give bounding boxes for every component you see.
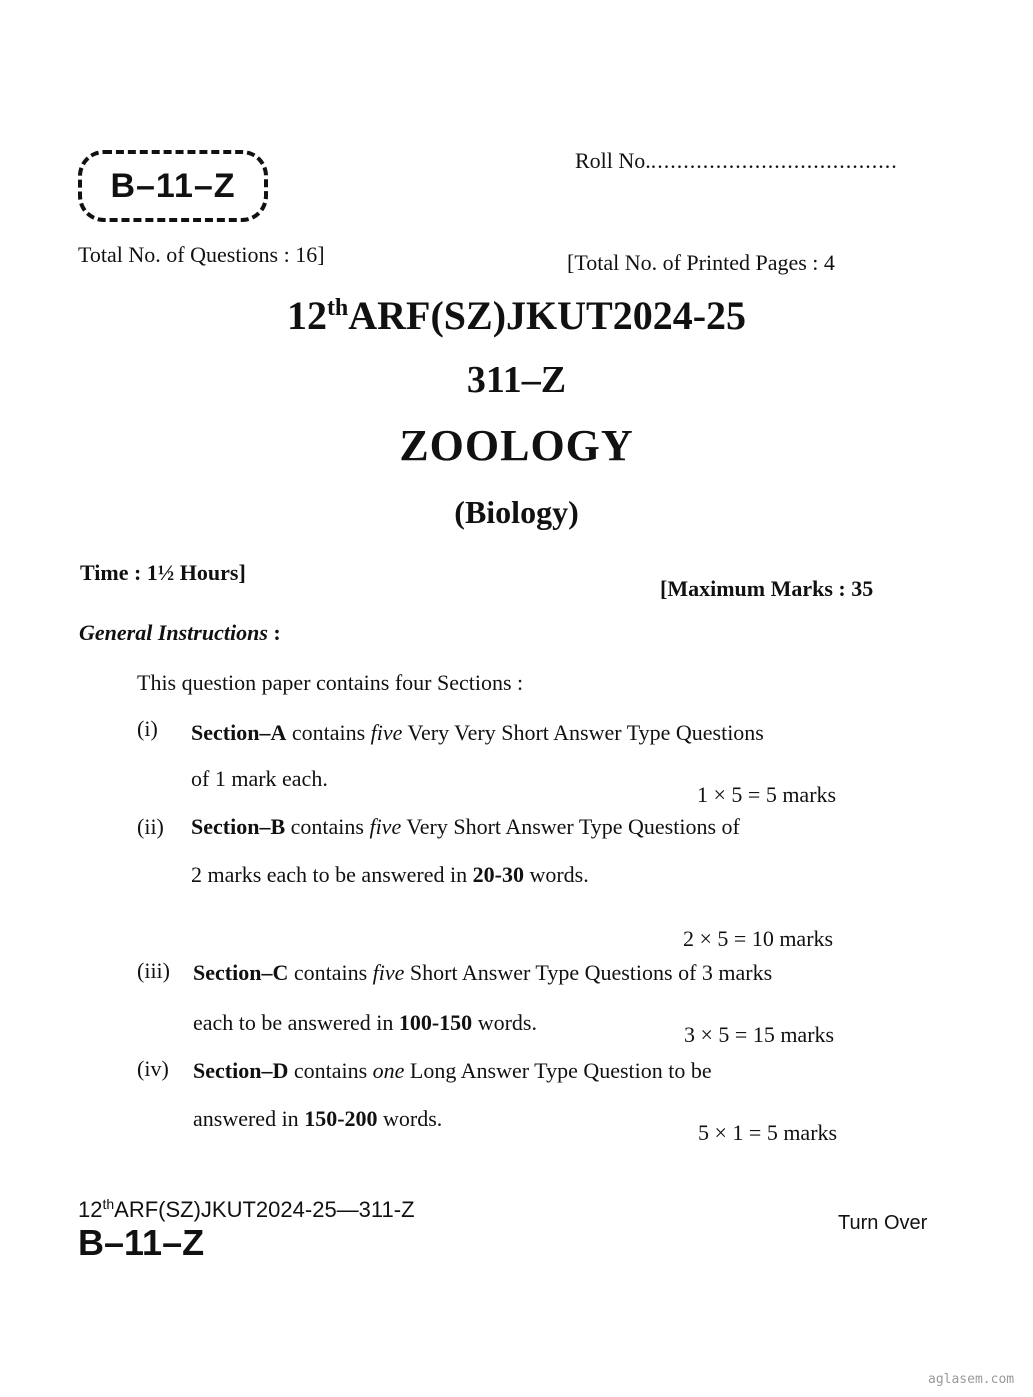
item-number: (iii) xyxy=(137,958,170,983)
question-count: one xyxy=(372,1058,405,1083)
footer-exam-code xyxy=(78,1196,415,1223)
footer-code-rest: ARF(SZ)JKUT2024-25—311-Z xyxy=(114,1197,415,1222)
footer-paper-code: B–11–Z xyxy=(78,1222,205,1263)
general-instructions-heading xyxy=(79,620,281,646)
section-label: Section–D xyxy=(193,1058,289,1083)
exam-code-sup: th xyxy=(326,295,349,321)
section-label: Section–C xyxy=(193,960,289,985)
section-label: Section–B xyxy=(191,814,286,839)
question-count: five xyxy=(370,720,403,745)
item-text-part: contains xyxy=(288,1058,373,1083)
item-text-part: words. xyxy=(377,1106,443,1131)
item-text-part: Long Answer Type Question to be xyxy=(404,1058,712,1083)
subject-subtitle: (Biology) xyxy=(454,494,579,530)
paper-code-box xyxy=(78,150,268,222)
item-text-part: contains xyxy=(286,720,371,745)
section-label: Section–A xyxy=(191,720,287,745)
item-text-part: Very Very Short Answer Type Questions xyxy=(402,720,764,745)
paper-code: 311–Z xyxy=(466,359,567,401)
exam-code-rest: ARF(SZ)JKUT2024-25 xyxy=(348,293,747,338)
item-marks: 2 × 5 = 10 marks xyxy=(683,926,834,951)
footer-code-sup: th xyxy=(102,1196,115,1212)
exam-code xyxy=(0,292,1033,339)
word-limit: 20-30 xyxy=(472,862,524,887)
item-number: (iv) xyxy=(137,1056,169,1081)
item-text-part: words. xyxy=(523,862,589,887)
time-allowed: Time : 1½ Hours] xyxy=(80,560,246,585)
watermark: aglasem.com xyxy=(928,1372,1015,1387)
item-line xyxy=(193,1058,712,1084)
item-number: (i) xyxy=(137,716,158,741)
maximum-marks: [Maximum Marks : 35 xyxy=(660,576,874,601)
item-text-part: contains xyxy=(288,960,373,985)
subject-title: ZOOLOGY xyxy=(399,421,634,470)
item-marks: 3 × 5 = 15 marks xyxy=(684,1022,835,1047)
item-line xyxy=(191,814,740,840)
item-text-part: Very Short Answer Type Questions of xyxy=(401,814,740,839)
item-text-part: contains xyxy=(285,814,370,839)
item-text-part: each to be answered in xyxy=(193,1010,399,1035)
roll-label: Roll No. xyxy=(575,148,651,173)
word-limit: 150-200 xyxy=(304,1106,378,1131)
total-questions: Total No. of Questions : 16] xyxy=(78,242,325,267)
item-text-part: words. xyxy=(472,1010,537,1035)
item-text-part: 2 marks each to be answered in xyxy=(191,862,473,887)
item-line: of 1 mark each. xyxy=(191,766,328,791)
instructions-intro: This question paper contains four Sections : xyxy=(137,670,524,695)
footer-code-prefix: 12 xyxy=(78,1197,103,1222)
item-text-part: Short Answer Type Questions of 3 marks xyxy=(404,960,773,985)
item-marks: 1 × 5 = 5 marks xyxy=(697,782,837,807)
item-number: (ii) xyxy=(137,814,164,839)
roll-number-field xyxy=(575,148,898,174)
item-line xyxy=(193,960,772,986)
general-instructions-colon: : xyxy=(267,620,281,645)
item-line xyxy=(191,862,589,888)
item-marks: 5 × 1 = 5 marks xyxy=(698,1120,838,1145)
general-instructions-label: General Instructions xyxy=(79,620,268,645)
roll-dots: ...................................... xyxy=(650,148,898,173)
question-count: five xyxy=(372,960,405,985)
item-line xyxy=(193,1106,442,1132)
word-limit: 100-150 xyxy=(398,1010,473,1035)
paper-code-box-label: B–11–Z xyxy=(110,166,236,205)
total-pages: [Total No. of Printed Pages : 4 xyxy=(567,250,835,275)
item-line xyxy=(193,1010,537,1036)
turn-over-note: Turn Over xyxy=(838,1212,928,1234)
exam-code-prefix: 12 xyxy=(286,293,327,338)
item-line xyxy=(191,720,764,746)
item-text-part: answered in xyxy=(193,1106,305,1131)
question-count: five xyxy=(369,814,402,839)
